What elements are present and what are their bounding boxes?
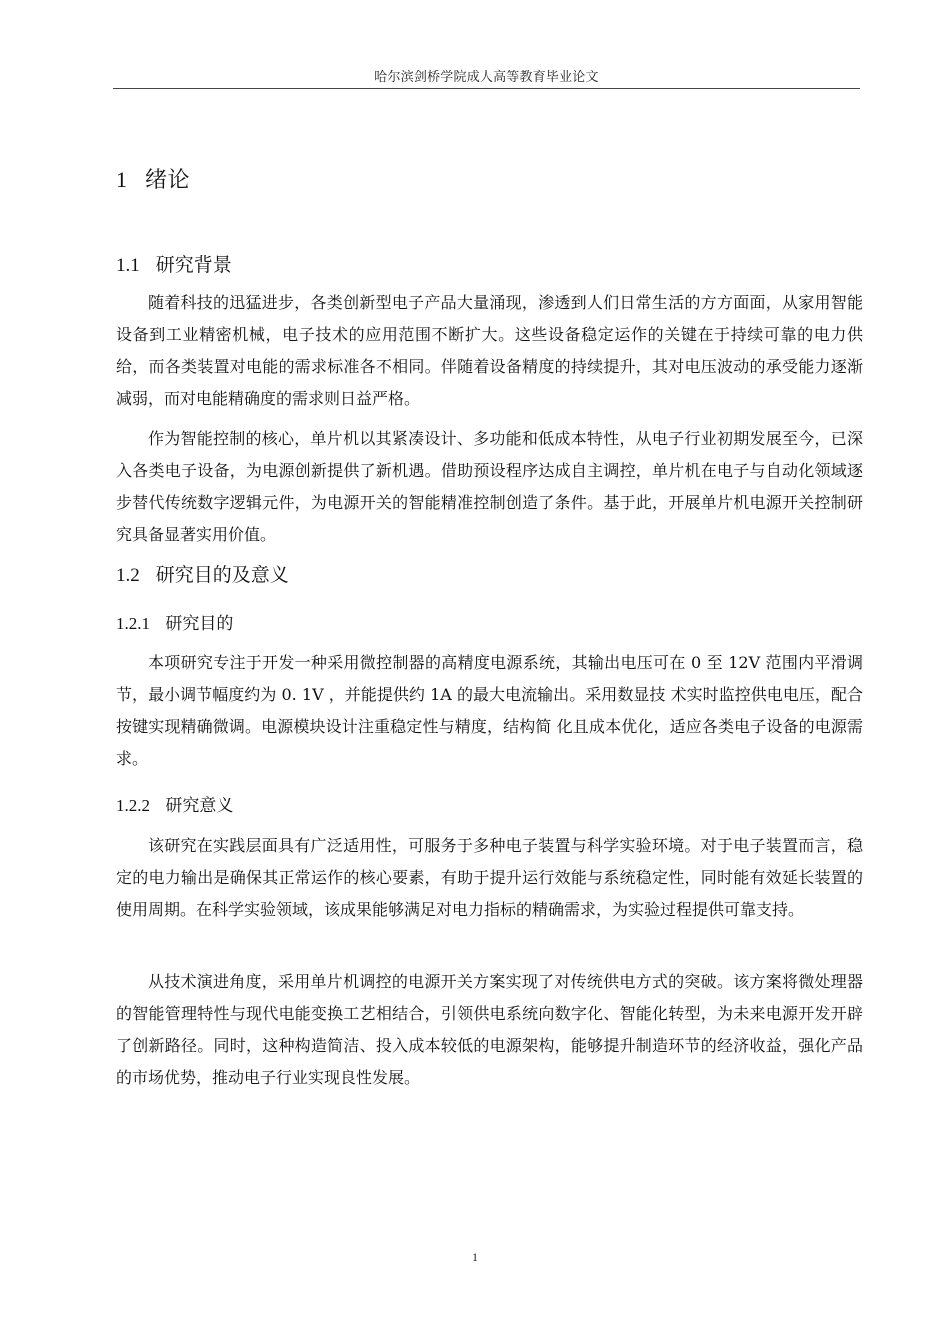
section-number: 1.1	[116, 255, 140, 276]
background-paragraph-2: 作为智能控制的核心，单片机以其紧凑设计、多功能和低成本特性，从电子行业初期发展至今，已深入各类电子设备，为电源创新提供了新机遇。借助预设程序达成自主调控，单片机在电子与自动化领域逐步替代传统数字逻辑元件，为电源开关的智能精准控制创造了条件。基于此，开展单片机电源开关控制研究具备显著实用价值。	[116, 429, 863, 544]
chapter-heading	[116, 163, 190, 194]
subsection-title: 研究目的	[165, 614, 234, 634]
header-divider	[113, 88, 860, 89]
section-title: 研究目的及意义	[155, 564, 289, 586]
subsection-number: 1.2.2	[116, 796, 150, 815]
subsection-heading-purpose	[116, 609, 233, 634]
subsection-title: 研究意义	[165, 796, 234, 816]
background-paragraph-1: 随着科技的迅猛进步，各类创新型电子产品大量涌现，渗透到人们日常生活的方方面面，从家用智能设备到工业精密机械，电子技术的应用范围不断扩大。这些设备稳定运作的关键在于持续可靠的电力供给，而各类装置对电能的需求标准各不相同。伴随着设备精度的持续提升，其对电压波动的承受能力逐渐减弱，而对电能精确度的需求则日益严格。	[116, 293, 863, 408]
page-header: 哈尔滨剑桥学院成人高等教育毕业论文	[374, 70, 599, 85]
section-heading-purpose-significance	[116, 560, 289, 587]
significance-paragraph-2: 从技术演进角度，采用单片机调控的电源开关方案实现了对传统供电方式的突破。该方案将微处理器的智能管理特性与现代电能变换工艺相结合，引领供电系统向数字化、智能化转型，为未来电源开发开辟了创新路径。同时，这种构造简洁、投入成本较低的电源架构，能够提升制造环节的经济收益，强化产品的市场优势，推动电子行业实现良性发展。	[116, 972, 863, 1087]
section-number: 1.2	[116, 565, 140, 586]
page-number: 1	[472, 1250, 478, 1264]
subsection-heading-significance	[116, 791, 233, 816]
chapter-number: 1	[116, 167, 128, 192]
subsection-number: 1.2.1	[116, 614, 150, 633]
significance-paragraph-1: 该研究在实践层面具有广泛适用性，可服务于多种电子装置与科学实验环境。对于电子装置而言，稳定的电力输出是确保其正常运作的核心要素，有助于提升运行效能与系统稳定性，同时能有效延长装置的使用周期。在科学实验领域，该成果能够满足对电力指标的精确需求，为实验过程提供可靠支持。	[116, 836, 863, 919]
purpose-paragraph-1: 本项研究专注于开发一种采用微控制器的高精度电源系统，其输出电压可在 0 至 12V 范围内平滑调节，最小调节幅度约为 0. 1V ，并能提供约 1A 的最大电流输出。采用数显技 术实时监控供电电压，配合按键实现精确微调。电源模块设计注重稳定性与精度，结构简 化且成本优化，适应各类电子设备的电源需求。	[116, 653, 863, 768]
chapter-title: 绪论	[145, 168, 191, 193]
section-heading-background	[116, 250, 232, 277]
section-title: 研究背景	[155, 254, 232, 276]
